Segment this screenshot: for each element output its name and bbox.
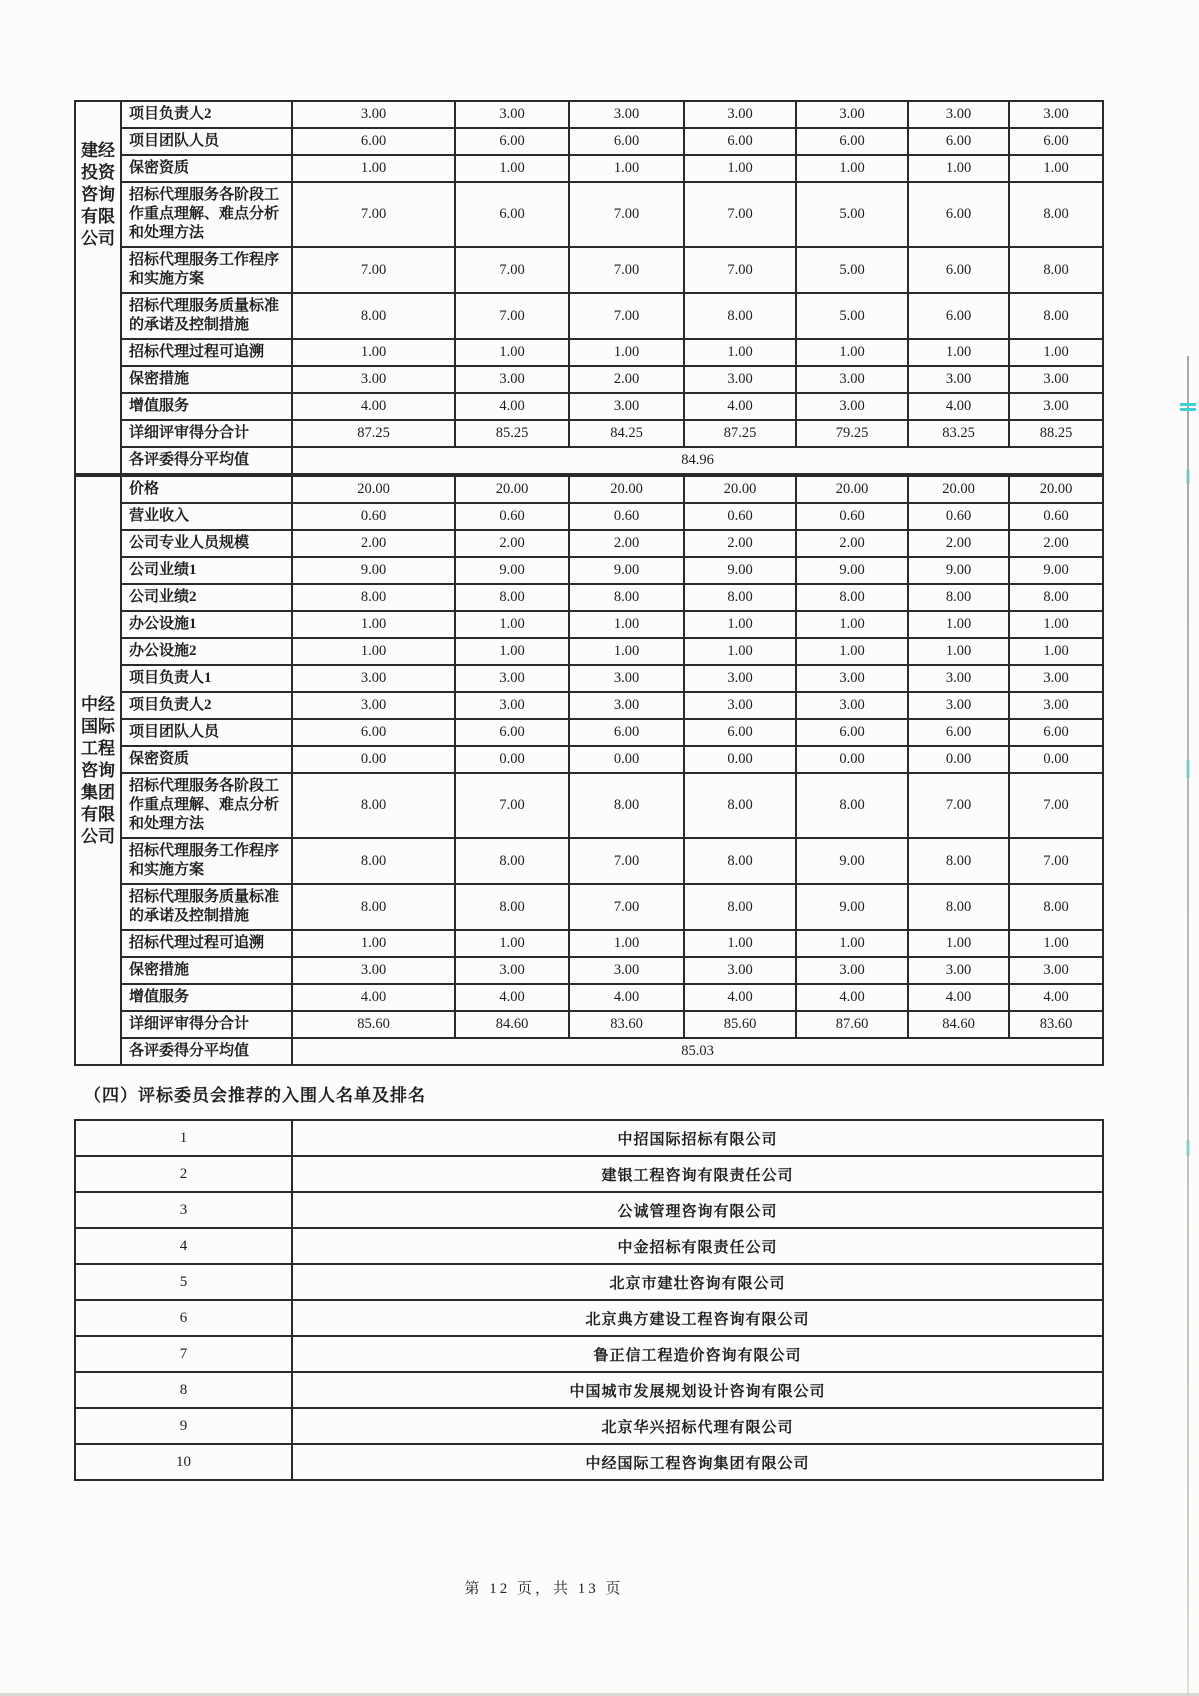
score-value: 6.00: [455, 128, 569, 155]
score-value: 1.00: [292, 155, 455, 182]
total-score-value: 85.60: [292, 1011, 455, 1038]
score-value: 3.00: [455, 366, 569, 393]
score-value: 3.00: [1009, 101, 1103, 128]
rank-number: 7: [75, 1336, 292, 1372]
score-value: 3.00: [684, 665, 796, 692]
criterion-label: 招标代理服务各阶段工作重点理解、难点分析和处理方法: [121, 773, 292, 838]
bidder-name-line: 建经: [81, 141, 115, 160]
criterion-label: 招标代理服务工作程序和实施方案: [121, 247, 292, 293]
ranking-row: [75, 1120, 1103, 1156]
score-value: 2.00: [569, 366, 684, 393]
total-score-label: 详细评审得分合计: [121, 1011, 292, 1038]
score-value: 0.00: [796, 746, 908, 773]
score-value: 8.00: [684, 838, 796, 884]
ranking-row: [75, 1300, 1103, 1336]
score-value: 6.00: [908, 719, 1009, 746]
score-value: 1.00: [455, 930, 569, 957]
score-value: 9.00: [796, 838, 908, 884]
ranked-company-name: 公诚管理咨询有限公司: [292, 1192, 1103, 1228]
score-value: 6.00: [292, 719, 455, 746]
score-value: 3.00: [1009, 957, 1103, 984]
score-value: 6.00: [796, 128, 908, 155]
score-value: 7.00: [1009, 838, 1103, 884]
score-value: 3.00: [684, 957, 796, 984]
criterion-label: 项目负责人2: [121, 692, 292, 719]
score-value: 7.00: [1009, 773, 1103, 838]
criterion-label: 招标代理过程可追溯: [121, 930, 292, 957]
score-value: 7.00: [569, 293, 684, 339]
score-value: 0.60: [1009, 503, 1103, 530]
criterion-label: 项目负责人2: [121, 101, 292, 128]
score-value: 1.00: [1009, 155, 1103, 182]
scan-artifact-cyan-dash: [1186, 470, 1190, 484]
scan-artifact-vertical-line: [1187, 356, 1189, 1696]
score-value: 8.00: [455, 838, 569, 884]
score-value: 1.00: [1009, 611, 1103, 638]
score-value: 9.00: [1009, 557, 1103, 584]
scan-artifact-cyan-dash: [1186, 1140, 1190, 1156]
ranking-row: [75, 1408, 1103, 1444]
score-value: 1.00: [569, 930, 684, 957]
score-value: 7.00: [292, 182, 455, 247]
score-value: 7.00: [455, 247, 569, 293]
score-value: 20.00: [569, 476, 684, 503]
score-value: 6.00: [569, 719, 684, 746]
score-value: 3.00: [796, 957, 908, 984]
rank-number: 6: [75, 1300, 292, 1336]
score-value: 8.00: [796, 773, 908, 838]
score-value: 1.00: [292, 638, 455, 665]
bidder-name-line: 国际: [81, 716, 115, 736]
ranking-row: [75, 1336, 1103, 1372]
score-value: 8.00: [684, 293, 796, 339]
score-value: 3.00: [908, 366, 1009, 393]
score-value: 1.00: [684, 611, 796, 638]
scan-artifact-cyan-tick: [1180, 403, 1196, 406]
score-value: 0.60: [796, 503, 908, 530]
ranked-company-name: 中国城市发展规划设计咨询有限公司: [292, 1372, 1103, 1408]
score-value: 3.00: [292, 101, 455, 128]
criterion-label: 项目团队人员: [121, 719, 292, 746]
score-value: 8.00: [1009, 293, 1103, 339]
score-value: 2.00: [1009, 530, 1103, 557]
score-value: 9.00: [684, 557, 796, 584]
score-value: 1.00: [908, 155, 1009, 182]
score-value: 8.00: [796, 584, 908, 611]
score-value: 1.00: [569, 638, 684, 665]
score-value: 8.00: [684, 773, 796, 838]
criterion-label: 价格: [121, 476, 292, 503]
score-value: 8.00: [1009, 182, 1103, 247]
score-value: 9.00: [455, 557, 569, 584]
score-value: 1.00: [796, 638, 908, 665]
criterion-label: 公司业绩2: [121, 584, 292, 611]
criterion-label: 项目负责人1: [121, 665, 292, 692]
score-value: 9.00: [908, 557, 1009, 584]
scan-artifact-cyan-dash: [1186, 760, 1190, 778]
score-value: 1.00: [455, 638, 569, 665]
average-score-label: 各评委得分平均值: [121, 1038, 292, 1065]
criterion-label: 营业收入: [121, 503, 292, 530]
total-score-value: 85.60: [684, 1011, 796, 1038]
score-value: 6.00: [292, 128, 455, 155]
score-value: 8.00: [569, 584, 684, 611]
score-value: 20.00: [684, 476, 796, 503]
score-value: 8.00: [1009, 247, 1103, 293]
score-value: 3.00: [292, 692, 455, 719]
score-value: 6.00: [684, 128, 796, 155]
page-content: [74, 100, 1102, 1598]
score-value: 0.60: [569, 503, 684, 530]
score-value: 6.00: [455, 719, 569, 746]
total-score-value: 84.60: [455, 1011, 569, 1038]
ranking-row: [75, 1156, 1103, 1192]
score-value: 20.00: [292, 476, 455, 503]
ranked-company-name: 中金招标有限责任公司: [292, 1228, 1103, 1264]
ranking-row: [75, 1228, 1103, 1264]
score-value: 1.00: [455, 155, 569, 182]
score-value: 3.00: [796, 665, 908, 692]
score-value: 1.00: [908, 339, 1009, 366]
score-value: 8.00: [908, 838, 1009, 884]
ranked-company-name: 北京典方建设工程咨询有限公司: [292, 1300, 1103, 1336]
rank-number: 10: [75, 1444, 292, 1480]
total-score-value: 87.60: [796, 1011, 908, 1038]
ranking-row: [75, 1372, 1103, 1408]
score-value: 0.00: [908, 746, 1009, 773]
ranked-company-name: 中经国际工程咨询集团有限公司: [292, 1444, 1103, 1480]
score-value: 7.00: [569, 247, 684, 293]
score-value: 7.00: [455, 773, 569, 838]
score-value: 3.00: [569, 393, 684, 420]
total-score-value: 85.25: [455, 420, 569, 447]
score-value: 3.00: [796, 692, 908, 719]
score-value: 8.00: [455, 884, 569, 930]
score-value: 3.00: [684, 692, 796, 719]
score-value: 2.00: [569, 530, 684, 557]
score-value: 3.00: [1009, 366, 1103, 393]
rank-number: 4: [75, 1228, 292, 1264]
score-value: 7.00: [684, 182, 796, 247]
score-value: 7.00: [569, 182, 684, 247]
criterion-label: 保密资质: [121, 155, 292, 182]
score-value: 1.00: [569, 339, 684, 366]
score-value: 9.00: [796, 884, 908, 930]
score-value: 3.00: [569, 957, 684, 984]
score-value: 8.00: [684, 584, 796, 611]
score-value: 0.00: [455, 746, 569, 773]
bidder-name-line: 投资: [81, 163, 115, 182]
score-value: 3.00: [569, 101, 684, 128]
bidder-name-line: 工程: [81, 738, 115, 758]
page-number-footer: 第 12 页，共 13 页: [464, 1581, 624, 1597]
score-value: 3.00: [1009, 393, 1103, 420]
score-value: 6.00: [908, 182, 1009, 247]
score-value: 6.00: [908, 128, 1009, 155]
average-score-value: 85.03: [292, 1038, 1103, 1065]
scan-artifact-cyan-tick: [1180, 408, 1196, 411]
bidder-name-line: 有限: [81, 207, 115, 226]
score-value: 1.00: [684, 339, 796, 366]
ranking-row: [75, 1264, 1103, 1300]
score-value: 1.00: [908, 930, 1009, 957]
score-value: 0.60: [292, 503, 455, 530]
average-score-value: 84.96: [292, 447, 1103, 474]
score-value: 0.60: [908, 503, 1009, 530]
score-value: 3.00: [292, 366, 455, 393]
score-value: 1.00: [684, 155, 796, 182]
score-value: 3.00: [684, 101, 796, 128]
score-value: 0.00: [684, 746, 796, 773]
score-value: 1.00: [292, 339, 455, 366]
score-value: 1.00: [455, 339, 569, 366]
score-value: 9.00: [796, 557, 908, 584]
score-value: 1.00: [292, 611, 455, 638]
score-value: 4.00: [796, 984, 908, 1011]
score-value: 0.00: [292, 746, 455, 773]
score-value: 4.00: [684, 393, 796, 420]
score-value: 4.00: [455, 984, 569, 1011]
bidder-name-cell: [75, 476, 121, 1065]
score-value: 1.00: [1009, 638, 1103, 665]
total-score-value: 87.25: [684, 420, 796, 447]
score-value: 4.00: [569, 984, 684, 1011]
total-score-value: 88.25: [1009, 420, 1103, 447]
score-value: 6.00: [569, 128, 684, 155]
score-value: 9.00: [292, 557, 455, 584]
ranked-company-name: 鲁正信工程造价咨询有限公司: [292, 1336, 1103, 1372]
score-value: 3.00: [569, 692, 684, 719]
section-heading: （四）评标委员会推荐的入围人名单及排名: [84, 1086, 426, 1105]
score-value: 20.00: [908, 476, 1009, 503]
score-value: 7.00: [455, 293, 569, 339]
rank-number: 1: [75, 1120, 292, 1156]
score-value: 1.00: [569, 155, 684, 182]
criterion-label: 招标代理服务工作程序和实施方案: [121, 838, 292, 884]
score-value: 7.00: [292, 247, 455, 293]
score-value: 3.00: [455, 957, 569, 984]
total-score-value: 83.25: [908, 420, 1009, 447]
criterion-label: 增值服务: [121, 984, 292, 1011]
score-value: 1.00: [569, 611, 684, 638]
score-value: 8.00: [292, 293, 455, 339]
score-value: 3.00: [569, 665, 684, 692]
score-value: 2.00: [292, 530, 455, 557]
total-score-value: 83.60: [1009, 1011, 1103, 1038]
ranking-table: [74, 1119, 1104, 1481]
score-value: 3.00: [1009, 692, 1103, 719]
score-value: 5.00: [796, 293, 908, 339]
score-value: 9.00: [569, 557, 684, 584]
score-value: 3.00: [796, 393, 908, 420]
bidder-name-line: 中经: [81, 694, 115, 714]
total-score-value: 84.25: [569, 420, 684, 447]
criterion-label: 招标代理服务各阶段工作重点理解、难点分析和处理方法: [121, 182, 292, 247]
average-score-label: 各评委得分平均值: [121, 447, 292, 474]
total-score-value: 87.25: [292, 420, 455, 447]
total-score-value: 84.60: [908, 1011, 1009, 1038]
score-value: 8.00: [684, 884, 796, 930]
score-value: 3.00: [796, 366, 908, 393]
score-value: 1.00: [908, 638, 1009, 665]
score-value: 3.00: [684, 366, 796, 393]
score-value: 3.00: [292, 665, 455, 692]
score-value: 6.00: [1009, 128, 1103, 155]
bidder-name-line: 公司: [81, 826, 115, 846]
score-value: 4.00: [684, 984, 796, 1011]
score-value: 7.00: [569, 838, 684, 884]
score-value: 6.00: [455, 182, 569, 247]
bidder-name-cell: [75, 101, 121, 474]
ranking-row: [75, 1444, 1103, 1480]
ranked-company-name: 北京市建壮咨询有限公司: [292, 1264, 1103, 1300]
bidder-name-line: 公司: [81, 229, 115, 248]
score-value: 1.00: [796, 930, 908, 957]
criterion-label: 办公设施1: [121, 611, 292, 638]
score-value: 4.00: [292, 393, 455, 420]
bidder-name-line: 咨询: [81, 760, 115, 780]
score-value: 3.00: [455, 665, 569, 692]
score-value: 8.00: [292, 773, 455, 838]
rank-number: 5: [75, 1264, 292, 1300]
score-value: 3.00: [796, 101, 908, 128]
bidder-name-line: 集团: [81, 782, 115, 802]
score-value: 8.00: [908, 584, 1009, 611]
score-value: 6.00: [796, 719, 908, 746]
ranked-company-name: 建银工程咨询有限责任公司: [292, 1156, 1103, 1192]
score-value: 4.00: [292, 984, 455, 1011]
bidder-name-line: 有限: [81, 804, 115, 824]
score-value: 6.00: [908, 247, 1009, 293]
score-value: 8.00: [292, 584, 455, 611]
ranked-company-name: 中招国际招标有限公司: [292, 1120, 1103, 1156]
score-value: 1.00: [796, 339, 908, 366]
score-value: 3.00: [908, 101, 1009, 128]
score-value: 2.00: [684, 530, 796, 557]
criterion-label: 招标代理过程可追溯: [121, 339, 292, 366]
rank-number: 9: [75, 1408, 292, 1444]
total-score-value: 83.60: [569, 1011, 684, 1038]
score-value: 8.00: [1009, 884, 1103, 930]
rank-number: 3: [75, 1192, 292, 1228]
score-value: 0.60: [684, 503, 796, 530]
rank-number: 2: [75, 1156, 292, 1192]
criterion-label: 公司专业人员规模: [121, 530, 292, 557]
rank-number: 8: [75, 1372, 292, 1408]
ranking-row: [75, 1192, 1103, 1228]
score-value: 3.00: [455, 101, 569, 128]
score-value: 7.00: [908, 773, 1009, 838]
criterion-label: 保密措施: [121, 957, 292, 984]
score-value: 3.00: [908, 692, 1009, 719]
score-value: 7.00: [684, 247, 796, 293]
score-value: 2.00: [908, 530, 1009, 557]
score-value: 4.00: [908, 393, 1009, 420]
score-value: 2.00: [796, 530, 908, 557]
criterion-label: 增值服务: [121, 393, 292, 420]
score-value: 8.00: [292, 884, 455, 930]
score-value: 3.00: [455, 692, 569, 719]
score-value: 6.00: [908, 293, 1009, 339]
score-value: 8.00: [569, 773, 684, 838]
score-value: 0.60: [455, 503, 569, 530]
score-value: 7.00: [569, 884, 684, 930]
score-value: 1.00: [292, 930, 455, 957]
score-value: 1.00: [1009, 930, 1103, 957]
score-value: 8.00: [1009, 584, 1103, 611]
score-value: 20.00: [455, 476, 569, 503]
bidder-name-line: 咨询: [81, 185, 115, 204]
score-value: 4.00: [908, 984, 1009, 1011]
score-value: 3.00: [1009, 665, 1103, 692]
ranked-company-name: 北京华兴招标代理有限公司: [292, 1408, 1103, 1444]
bidder-score-table-1: [74, 100, 1104, 475]
score-value: 4.00: [455, 393, 569, 420]
total-score-label: 详细评审得分合计: [121, 420, 292, 447]
score-value: 20.00: [796, 476, 908, 503]
score-value: 1.00: [796, 155, 908, 182]
criterion-label: 招标代理服务质量标准的承诺及控制措施: [121, 293, 292, 339]
score-value: 8.00: [908, 884, 1009, 930]
bidder-score-table-2: [74, 475, 1104, 1066]
score-value: 6.00: [684, 719, 796, 746]
score-value: 1.00: [455, 611, 569, 638]
score-value: 5.00: [796, 182, 908, 247]
score-value: 3.00: [908, 957, 1009, 984]
total-score-value: 79.25: [796, 420, 908, 447]
criterion-label: 公司业绩1: [121, 557, 292, 584]
criterion-label: 办公设施2: [121, 638, 292, 665]
score-value: 1.00: [796, 611, 908, 638]
score-value: 1.00: [908, 611, 1009, 638]
score-value: 3.00: [292, 957, 455, 984]
score-value: 0.00: [569, 746, 684, 773]
score-value: 0.00: [1009, 746, 1103, 773]
criterion-label: 保密资质: [121, 746, 292, 773]
score-value: 2.00: [455, 530, 569, 557]
score-value: 4.00: [1009, 984, 1103, 1011]
score-value: 20.00: [1009, 476, 1103, 503]
criterion-label: 保密措施: [121, 366, 292, 393]
score-value: 1.00: [684, 930, 796, 957]
score-value: 1.00: [684, 638, 796, 665]
criterion-label: 项目团队人员: [121, 128, 292, 155]
score-value: 5.00: [796, 247, 908, 293]
score-value: 3.00: [908, 665, 1009, 692]
score-value: 1.00: [1009, 339, 1103, 366]
criterion-label: 招标代理服务质量标准的承诺及控制措施: [121, 884, 292, 930]
score-value: 8.00: [292, 838, 455, 884]
score-value: 8.00: [455, 584, 569, 611]
score-value: 6.00: [1009, 719, 1103, 746]
